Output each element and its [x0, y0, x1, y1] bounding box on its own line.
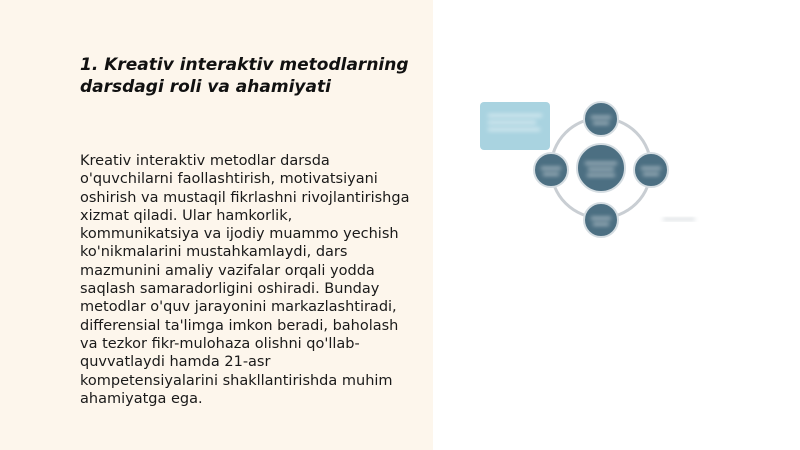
callout-text: [488, 114, 542, 131]
faint-caption: [663, 218, 695, 221]
top-node: [584, 102, 618, 136]
slide-title: 1. Kreativ interaktiv metodlarning darsdagi roli va ahamiyati: [80, 55, 409, 97]
bottom-node: [584, 203, 618, 237]
callout-box: [480, 102, 550, 150]
diagram-panel: [433, 0, 800, 450]
left-node: [534, 153, 568, 187]
right-node: [634, 153, 668, 187]
cycle-diagram: [433, 0, 800, 450]
slide-body-text: Kreativ interaktiv metodlar darsda o'quvchilarni faollashtirish, motivatsiyani oshirish va mustaqil fikrlashni rivojlantirishga xizmat qiladi. Ular hamkorlik, kommunikatsiya va ijodiy muammo yechish ko'nikmalarini mustahkamlaydi, dars mazmunini amaliy vazifalar orqali yodda saqlash samaradorligini oshiradi. Bunday metodlar o'quv jarayonini markazlashtiradi, differensial ta'limga imkon beradi, baholash va tezkor fikr-mulohaza olishni qo'llab-quvvatlaydi hamda 21-asr kompetensiyalarini shakllantirishda muhim ahamiyatga ega.: [80, 153, 410, 407]
